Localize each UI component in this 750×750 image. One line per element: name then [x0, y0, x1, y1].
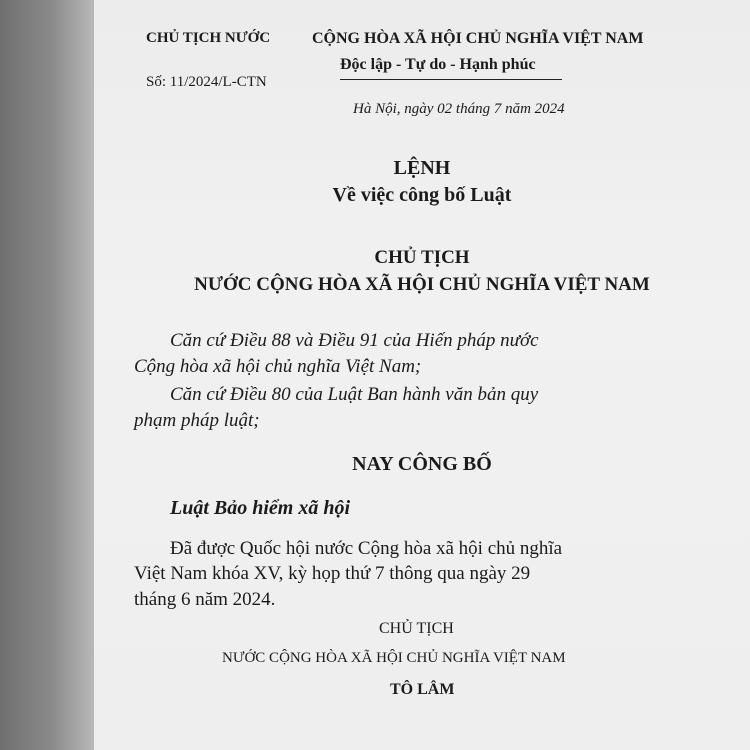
document-number: Số: 11/2024/L-CTN: [146, 74, 267, 90]
body-line: Việt Nam khóa XV, kỳ họp thứ 7 thông qua ngày 29: [134, 563, 531, 584]
authority-country: NƯỚC CỘNG HÒA XÃ HỘI CHỦ NGHĨA VIỆT NAM: [194, 274, 650, 295]
document-title: LỆNH: [393, 157, 451, 179]
body-line: Đã được Quốc hội nước Cộng hòa xã hội chủ nghĩa: [170, 538, 563, 559]
announcement-heading: NAY CÔNG BỐ: [352, 453, 492, 475]
legal-basis-line: Căn cứ Điều 80 của Luật Ban hành văn bản quy: [170, 384, 539, 405]
signatory-country: NƯỚC CỘNG HÒA XÃ HỘI CHỦ NGHĨA VIỆT NAM: [222, 650, 566, 666]
issuer-label: CHỦ TỊCH NƯỚC: [146, 30, 271, 46]
motto-underline: [340, 79, 562, 80]
legal-basis-line: Cộng hòa xã hội chủ nghĩa Việt Nam;: [134, 356, 422, 377]
signatory-title: CHỦ TỊCH: [379, 620, 454, 637]
national-motto: Độc lập - Tự do - Hạnh phúc: [340, 56, 536, 73]
authority-title: CHỦ TỊCH: [374, 247, 470, 268]
body-line: tháng 6 năm 2024.: [134, 589, 276, 610]
legal-basis-line: phạm pháp luật;: [134, 410, 260, 431]
document-subtitle: Về việc công bố Luật: [332, 184, 512, 206]
country-heading: CỘNG HÒA XÃ HỘI CHỦ NGHĨA VIỆT NAM: [312, 30, 644, 47]
page-edge-shadow: [0, 0, 94, 750]
law-name: Luật Bảo hiểm xã hội: [170, 497, 351, 519]
document-date: Hà Nội, ngày 02 tháng 7 năm 2024: [353, 101, 565, 117]
signatory-name: TÔ LÂM: [390, 681, 455, 698]
legal-basis-line: Căn cứ Điều 88 và Điều 91 của Hiến pháp nước: [170, 330, 539, 351]
